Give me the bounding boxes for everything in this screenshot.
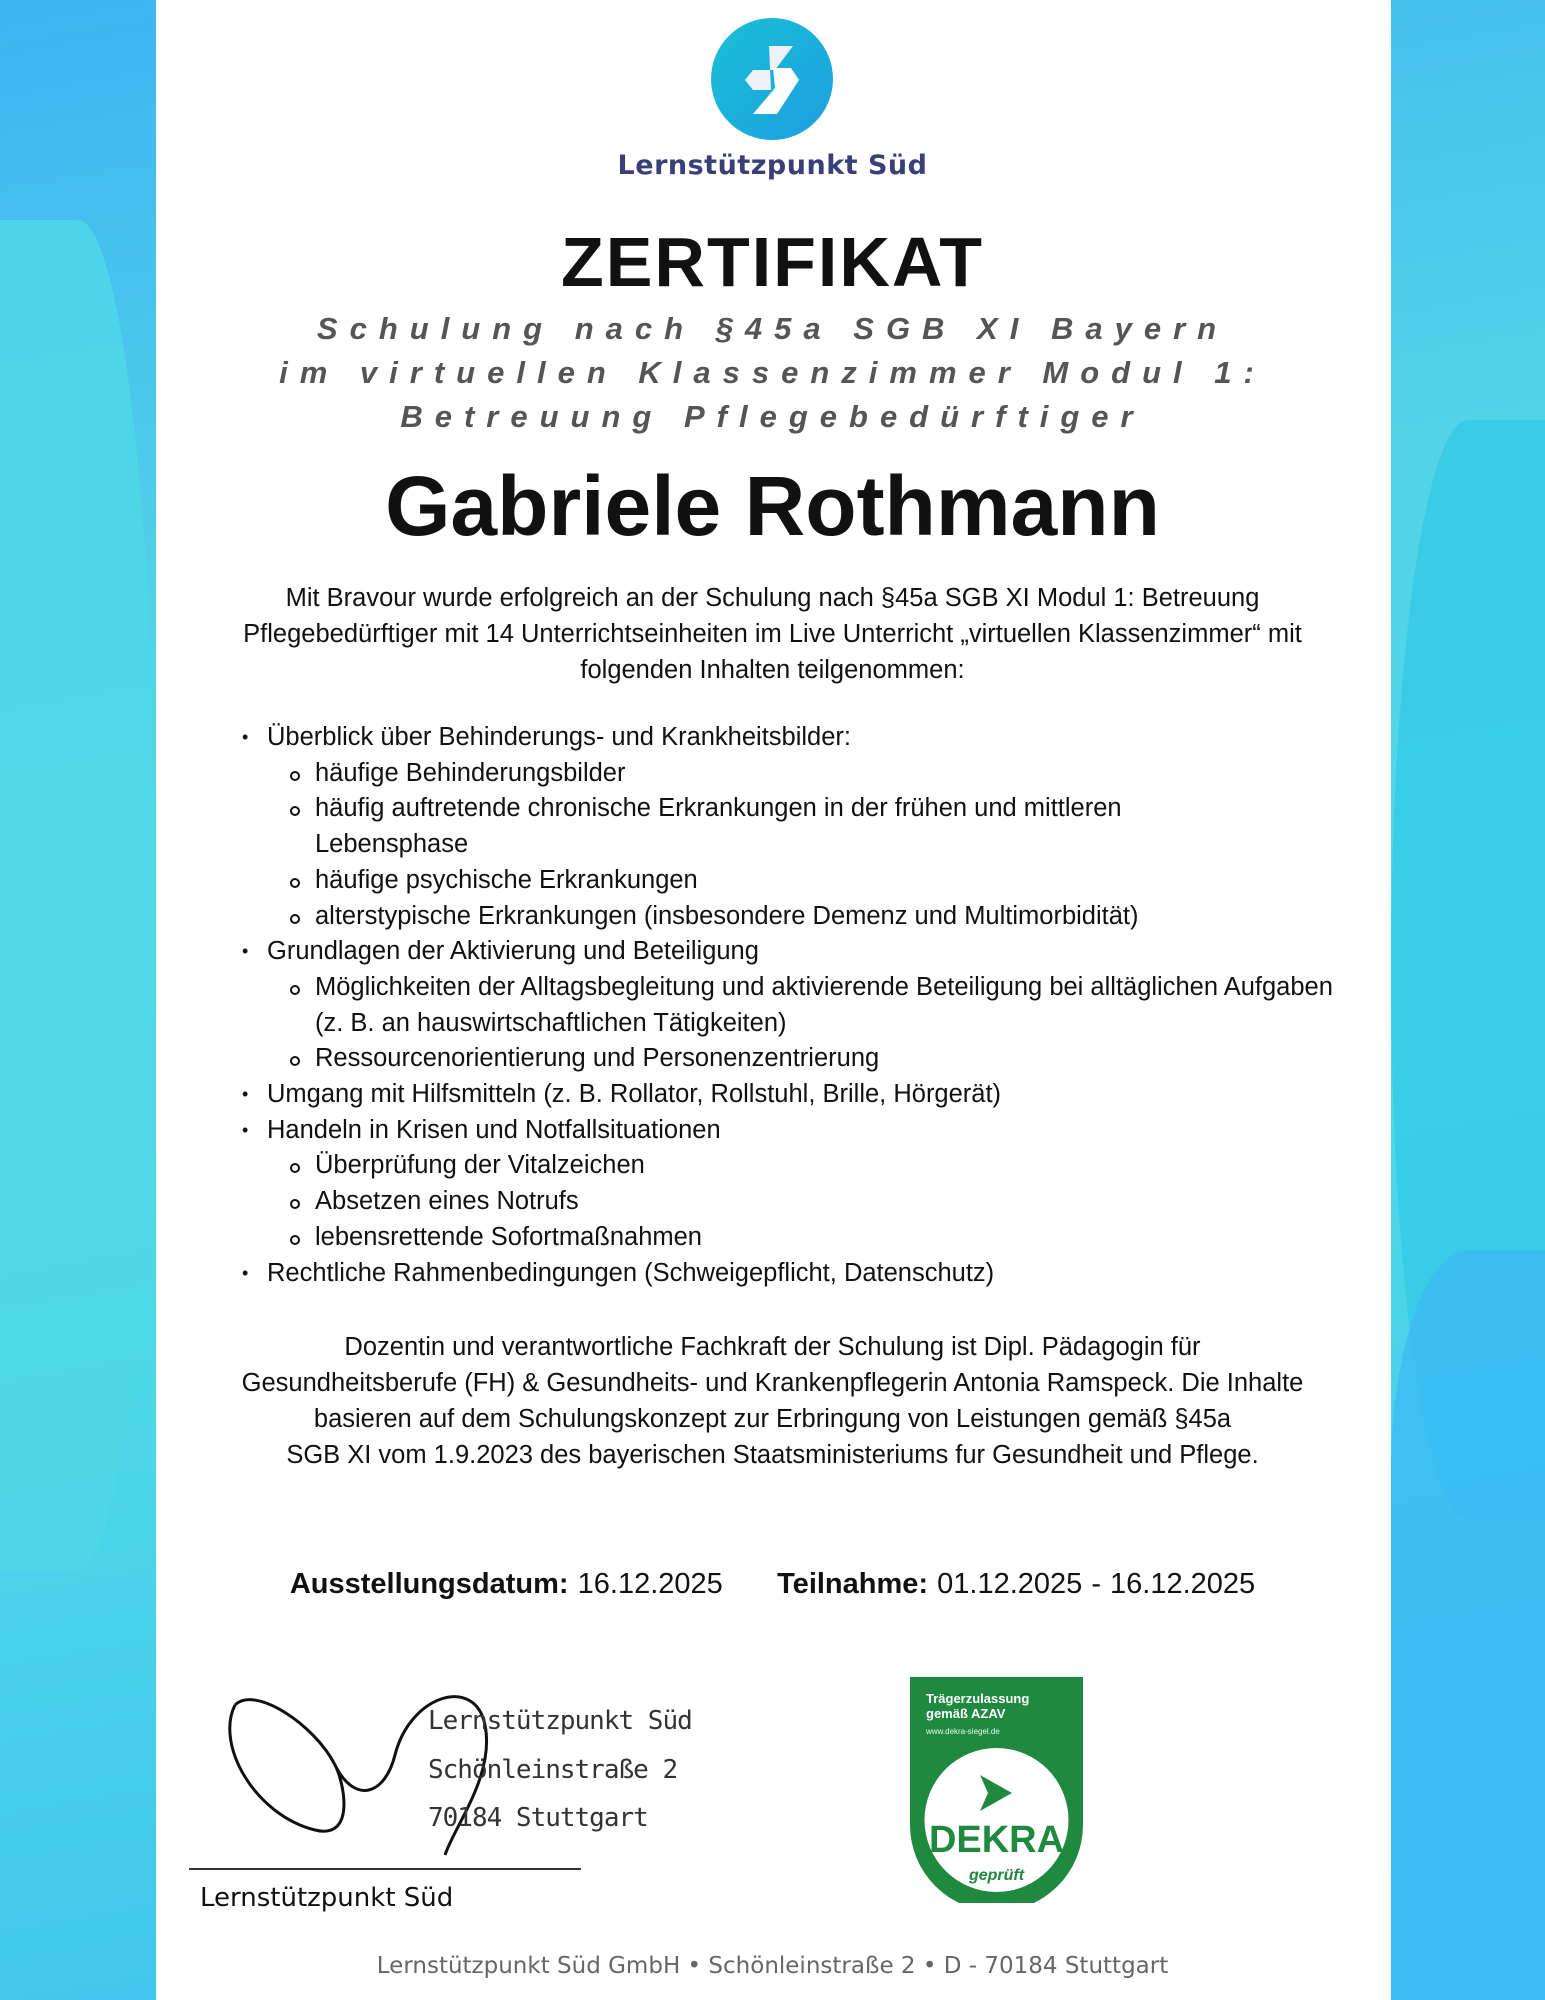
instructor-text [180, 1329, 1365, 1473]
topic-item: • Umgang mit Hilfsmitteln (z. B. Rollator, Rollstuhl, Brille, Hörgerät) [242, 1077, 1362, 1113]
subtopic-item: Absetzen eines Notrufs [290, 1184, 1362, 1220]
intro-line: Pflegebedürftiger mit 14 Unterrichtseinheiten im Live Unterricht „virtuellen Klassenzimmer“ mit [243, 620, 1302, 648]
subtopic-item: lebensrettende Sofortmaßnahmen [290, 1220, 1362, 1256]
intro-line: Mit Bravour wurde erfolgreich an der Schulung nach §45a SGB XI Modul 1: Betreuung [285, 584, 1260, 612]
topic-item: • Handeln in Krisen und Notfallsituationen Überprüfung der Vitalzeichen Absetzen eines Notrufs lebensrettende Sofortmaßnahmen [242, 1113, 1362, 1256]
seal-text: Trägerzulassung gemäß AZAV [926, 1691, 1030, 1721]
instructor-line: basieren auf dem Schulungskonzept zur Erbringung von Leistungen gemäß §45a [313, 1405, 1232, 1433]
subtopic-item: Überprüfung der Vitalzeichen [290, 1148, 1362, 1184]
subtitle-line: im virtuellen Klassenzimmer Modul 1: [279, 355, 1266, 390]
subtopic-item: Möglichkeiten der Alltagsbegleitung und aktivierende Beteiligung bei alltäglichen Aufgaben (z. B. an hauswirtschaftlichen Tätigkeiten) [290, 970, 1350, 1041]
footer-address: Lernstützpunkt Süd GmbH • Schönleinstraße 2 • D - 70184 Stuttgart [376, 1953, 1169, 1979]
issue-date: 16.12.2025 [577, 1568, 723, 1600]
topic-item: • Grundlagen der Aktivierung und Beteiligung Möglichkeiten der Alltagsbegleitung und aktivierende Beteiligung bei alltäglichen Aufgaben (z. B. an hauswirtschaftlichen Tätigkeiten) Ressourcenorientierung und Personenzentrierung [242, 934, 1362, 1077]
subtopic-item: häufige Behinderungsbilder [290, 756, 1362, 792]
seal-brand: DEKRA [928, 1819, 1065, 1861]
stamp-line: 70184 Stuttgart [428, 1803, 648, 1833]
subtopic-item: häufige psychische Erkrankungen [290, 863, 1362, 899]
background-wave [1391, 1250, 1545, 2000]
period-value: 01.12.2025 - 16.12.2025 [937, 1568, 1256, 1600]
subtopic-item: häufig auftretende chronische Erkrankungen in der frühen und mittleren Lebensphase [290, 791, 1250, 862]
subtitle-line: Betreuung Pflegebedürftiger [400, 399, 1145, 434]
certificate-title: ZERTIFIKAT [560, 223, 985, 301]
recipient-name: Gabriele Rothmann [385, 459, 1160, 553]
stamp-line: Lernstützpunkt Süd [428, 1706, 692, 1736]
subtopic-item: alterstypische Erkrankungen (insbesondere Demenz und Multimorbidität) [290, 899, 1362, 935]
issue-date-label: Ausstellungsdatum: [289, 1568, 569, 1600]
logo-icon [711, 18, 833, 140]
instructor-line: SGB XI vom 1.9.2023 des bayerischen Staatsministeriums fur Gesundheit und Pflege. [286, 1441, 1259, 1469]
subtitle-line: Schulung nach §45a SGB XI Bayern [316, 311, 1229, 346]
seal-stamp: geprüft [968, 1867, 1025, 1884]
dekra-seal [908, 1675, 1085, 1903]
topic-item: • Überblick über Behinderungs- und Krankheitsbilder: häufige Behinderungsbilder häufig auftretende chronische Erkrankungen in der frühen und mittleren Lebensphase häufige psychische Erkrankungen alterstypische Erkrankungen (insbesondere Demenz und Multimorbidität) [242, 720, 1362, 934]
period-label: Teilnahme: [777, 1568, 929, 1600]
seal-url: www.dekra-siegel.de [926, 1727, 1000, 1736]
signature-line [189, 1868, 581, 1870]
topic-list [242, 720, 1362, 1291]
instructor-line: Dozentin und verantwortliche Fachkraft der Schulung ist Dipl. Pädagogin für [344, 1333, 1201, 1361]
dates-row [0, 1568, 1545, 1601]
instructor-line: Gesundheitsberufe (FH) & Gesundheits- und Krankenpflegerin Antonia Ramspeck. Die Inhalte [241, 1369, 1304, 1397]
signature-name: Lernstützpunkt Süd [200, 1883, 454, 1913]
intro-line: folgenden Inhalten teilgenommen: [580, 656, 965, 684]
brand-name: Lernstützpunkt Süd [617, 150, 928, 181]
subtopic-item: Ressourcenorientierung und Personenzentrierung [290, 1041, 1362, 1077]
topic-item: • Rechtliche Rahmenbedingungen (Schweigepflicht, Datenschutz) [242, 1256, 1362, 1292]
intro-text [180, 580, 1365, 688]
stamp-line: Schönleinstraße 2 [428, 1755, 678, 1785]
